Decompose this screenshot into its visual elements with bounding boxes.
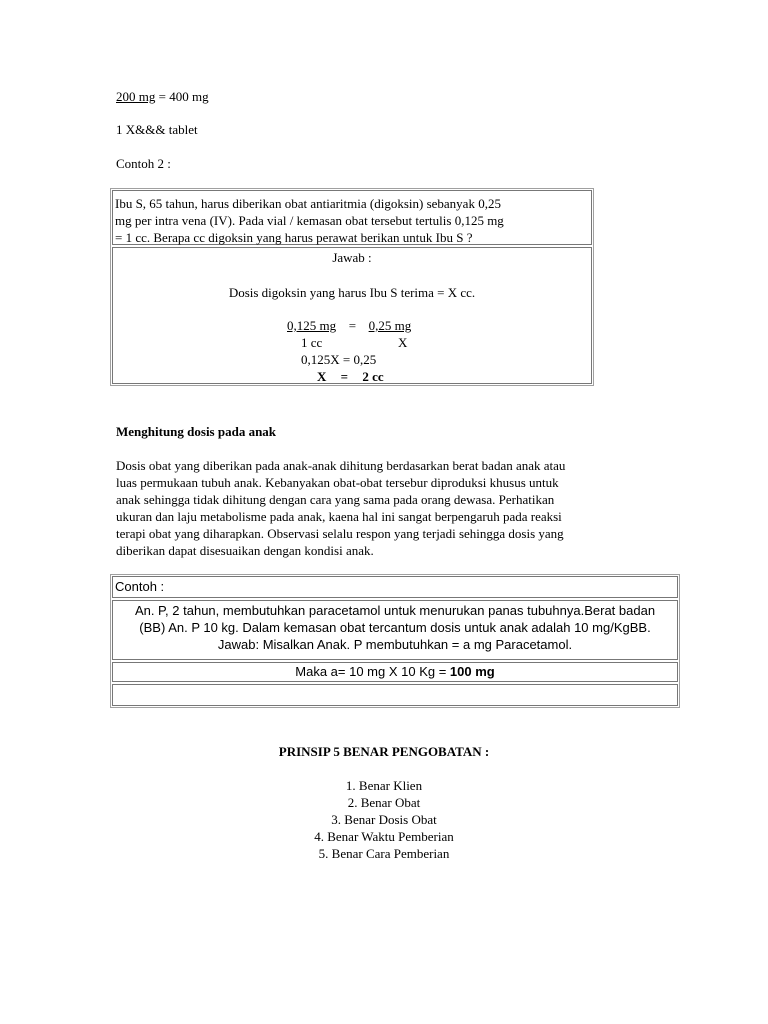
example-2-answer-cell [112, 247, 592, 384]
paragraph-line: ukuran dan laju metabolisme pada anak, kaena hal ini sangat berpengaruh pada reaksi [116, 509, 562, 524]
principle-item: 1. Benar Klien [345, 778, 423, 793]
example-3-line: (BB) An. P 10 kg. Dalam kemasan obat tercantum dosis untuk anak adalah 10 mg/KgBB. [139, 620, 651, 635]
example-3-line: Jawab: Misalkan Anak. P membutuhkan = a mg Paracetamol. [217, 637, 573, 652]
example-2-table [110, 188, 594, 386]
example-2-question-cell [112, 190, 592, 245]
example-3-label: Contoh : [115, 579, 165, 594]
formula-result: = 400 mg [155, 89, 209, 104]
calc-result-equals: = [340, 369, 349, 384]
question-line: mg per intra vena (IV). Pada vial / kemasan obat tersebut tertulis 0,125 mg [115, 213, 504, 228]
paragraph-line: terapi obat yang diharapkan. Observasi selalu respon yang terjadi sehingga dosis yang [116, 526, 564, 541]
example-3-result [113, 664, 677, 680]
result-prefix: Maka a= 10 mg X 10 Kg = [295, 664, 450, 679]
calc-equals: = [348, 318, 357, 333]
principles-list [0, 777, 768, 862]
example-3-body [113, 602, 677, 653]
paragraph-line: diberikan dapat disesuaikan dengan kondisi anak. [116, 543, 374, 558]
example-3-table [110, 574, 680, 708]
calc-result [317, 369, 384, 385]
question-line: = 1 cc. Berapa cc digoksin yang harus perawat berikan untuk Ibu S ? [115, 230, 473, 245]
answer-statement: Dosis digoksin yang harus Ibu S terima = X cc. [228, 285, 476, 300]
section-heading: Menghitung dosis pada anak [116, 424, 277, 439]
formula-numerator: 200 mg [116, 89, 156, 104]
principle-item: 3. Benar Dosis Obat [331, 812, 437, 827]
example-3-empty-cell [112, 684, 678, 706]
calc-left-numerator: 0,125 mg [287, 318, 337, 333]
paragraph-line: Dosis obat yang diberikan pada anak-anak dihitung berdasarkan berat badan anak atau [116, 458, 566, 473]
calc-right-numerator: 0,25 mg [368, 318, 412, 333]
question-line: Ibu S, 65 tahun, harus diberikan obat antiaritmia (digoksin) sebanyak 0,25 [115, 196, 501, 211]
calc-right-denominator: X [398, 335, 408, 350]
calc-left-denominator: 1 cc [301, 335, 323, 350]
calc-result-value: 2 cc [362, 369, 384, 384]
calc-row-1 [287, 318, 411, 334]
answer-label: Jawab : [332, 250, 372, 265]
principle-item: 2. Benar Obat [347, 795, 421, 810]
example-3-label-cell [112, 576, 678, 598]
formula-denominator-line: 1 X&&& tablet [116, 122, 198, 137]
paragraph-line: luas permukaan tubuh anak. Kebanyakan obat-obat tersebur diproduksi khusus untuk [116, 475, 559, 490]
result-value: 100 mg [449, 664, 495, 679]
paragraph-line: anak sehingga tidak dihitung dengan cara yang sama pada orang dewasa. Perhatikan [116, 492, 555, 507]
principles-heading: PRINSIP 5 BENAR PENGOBATAN : [278, 744, 490, 759]
calc-result-variable: X [317, 369, 327, 384]
principle-item: 4. Benar Waktu Pemberian [314, 829, 454, 844]
principle-item: 5. Benar Cara Pemberian [318, 846, 450, 861]
example-2-question [115, 195, 591, 246]
example-2-label: Contoh 2 : [116, 156, 171, 171]
example-3-result-cell [112, 662, 678, 682]
section-paragraph [116, 457, 676, 559]
dose-formula-line [116, 89, 209, 105]
calc-row-3: 0,125X = 0,25 [301, 352, 377, 367]
example-3-body-cell [112, 600, 678, 660]
example-3-line: An. P, 2 tahun, membutuhkan paracetamol untuk menurukan panas tubuhnya.Berat badan [134, 603, 656, 618]
